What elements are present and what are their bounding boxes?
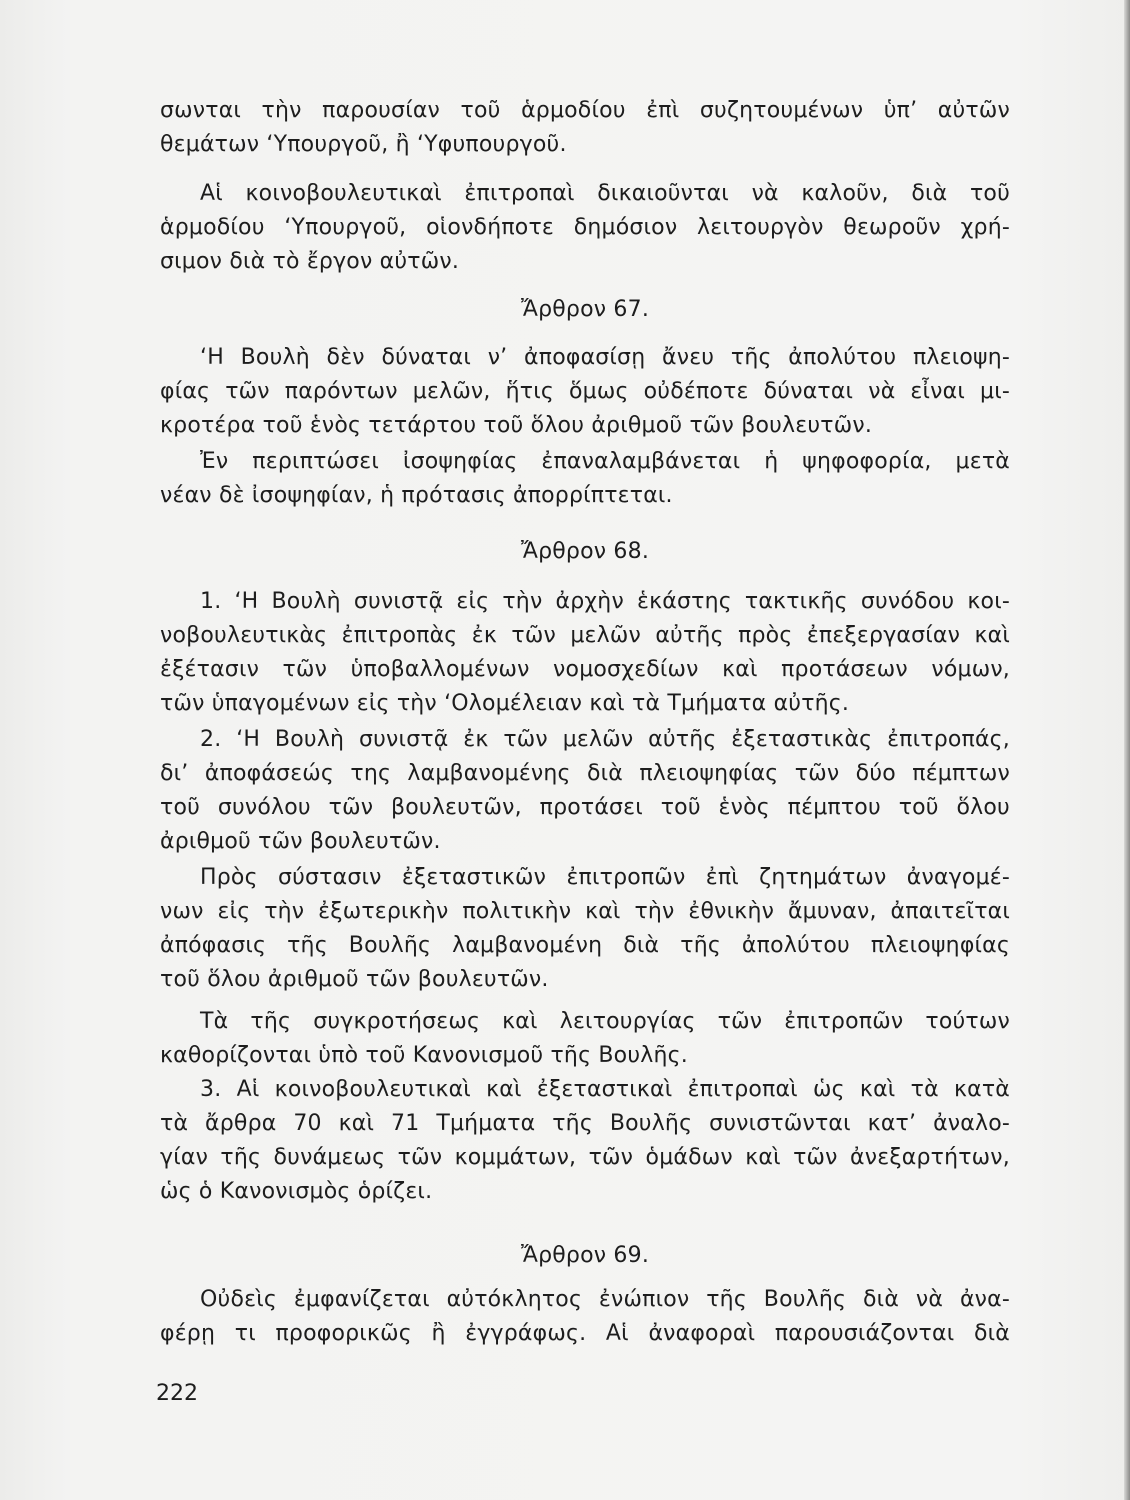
text-line: 3. Αἱ κοινοβουλευτικαὶ καὶ ἐξεταστικαὶ ἐπιτροπαὶ ὡς καὶ τὰ κατὰ [200, 1077, 1010, 1102]
text-line: τοῦ ὅλου ἀριθμοῦ τῶν βουλευτῶν. [160, 967, 549, 992]
text-line: θεμάτων ‘Υπουργοῦ, ἢ ‘Υφυπουργοῦ. [160, 132, 567, 157]
text-line: σιμον διὰ τὸ ἔργον αὐτῶν. [160, 249, 460, 274]
text-line: Ἐν περιπτώσει ἰσοψηφίας ἐπαναλαμβάνεται ἡ ψηφοφορία, μετὰ [200, 449, 1010, 474]
text-line: ἀριθμοῦ τῶν βουλευτῶν. [160, 829, 441, 854]
text-line: καθορίζονται ὑπὸ τοῦ Κανονισμοῦ τῆς Βουλῆς. [160, 1043, 688, 1068]
text-line: τοῦ συνόλου τῶν βουλευτῶν, προτάσει τοῦ ἑνὸς πέμπτου τοῦ ὅλου [160, 795, 1010, 820]
text-line: δι’ ἀποφάσεώς της λαμβανομένης διὰ πλειοψηφίας τῶν δύο πέμπτων [160, 761, 1010, 786]
text-line: σωνται τὴν παρουσίαν τοῦ ἁρμοδίου ἐπὶ συζητουμένων ὑπ’ αὐτῶν [160, 98, 1010, 123]
article-heading: Ἄρθρον 68. [520, 539, 650, 564]
text-line: 1. ‘Η Βουλὴ συνιστᾷ εἰς τὴν ἀρχὴν ἑκάστης τακτικῆς συνόδου κοι- [200, 589, 1010, 614]
text-line: κροτέρα τοῦ ἑνὸς τετάρτου τοῦ ὅλου ἀριθμοῦ τῶν βουλευτῶν. [160, 413, 873, 438]
text-line: Οὐδεὶς ἐμφανίζεται αὐτόκλητος ἐνώπιον τῆς Βουλῆς διὰ νὰ ἀνα- [200, 1287, 1010, 1312]
text-line: νέαν δὲ ἰσοψηφίαν, ἡ πρότασις ἀπορρίπτεται. [160, 483, 673, 508]
text-line: 2. ‘Η Βουλὴ συνιστᾷ ἐκ τῶν μελῶν αὐτῆς ἐξεταστικὰς ἐπιτροπάς, [200, 727, 1010, 752]
text-line: τὰ ἄρθρα 70 καὶ 71 Τμήματα τῆς Βουλῆς συνιστῶνται κατ’ ἀναλο- [160, 1111, 1010, 1136]
page-number: 222 [156, 1381, 198, 1406]
text-line: φέρῃ τι προφορικῶς ἢ ἐγγράφως. Αἱ ἀναφοραὶ παρουσιάζονται διὰ [160, 1321, 1010, 1346]
text-line: ἐξέτασιν τῶν ὑποβαλλομένων νομοσχεδίων καὶ προτάσεων νόμων, [160, 657, 1010, 682]
text-line: τῶν ὑπαγομένων εἰς τὴν ‘Ολομέλειαν καὶ τὰ Τμήματα αὐτῆς. [160, 691, 850, 716]
text-line: ἁρμοδίου ‘Υπουργοῦ, οἱονδήποτε δημόσιον λειτουργὸν θεωροῦν χρή- [160, 215, 1010, 240]
text-line: Αἱ κοινοβουλευτικαὶ ἐπιτροπαὶ δικαιοῦνται νὰ καλοῦν, διὰ τοῦ [200, 181, 1010, 206]
article-heading: Ἄρθρον 67. [520, 297, 650, 322]
text-line: Τὰ τῆς συγκροτήσεως καὶ λειτουργίας τῶν ἐπιτροπῶν τούτων [200, 1009, 1010, 1034]
text-line: φίας τῶν παρόντων μελῶν, ἥτις ὅμως οὐδέποτε δύναται νὰ εἶναι μι- [160, 379, 1010, 404]
page-edge [1124, 0, 1130, 1500]
text-line: ἀπόφασις τῆς Βουλῆς λαμβανομένη διὰ τῆς ἀπολύτου πλειοψηφίας [160, 933, 1010, 958]
text-line: ὡς ὁ Κανονισμὸς ὁρίζει. [160, 1179, 433, 1204]
article-heading: Ἄρθρον 69. [520, 1243, 650, 1268]
text-line: ‘Η Βουλὴ δὲν δύναται ν’ ἀποφασίσῃ ἄνευ τῆς ἀπολύτου πλειοψη- [200, 345, 1010, 370]
text-line: νοβουλευτικὰς ἐπιτροπὰς ἐκ τῶν μελῶν αὐτῆς πρὸς ἐπεξεργασίαν καὶ [160, 623, 1010, 648]
text-line: νων εἰς τὴν ἐξωτερικὴν πολιτικὴν καὶ τὴν ἐθνικὴν ἄμυναν, ἀπαιτεῖται [160, 899, 1010, 924]
text-line: γίαν τῆς δυνάμεως τῶν κομμάτων, τῶν ὁμάδων καὶ τῶν ἀνεξαρτήτων, [160, 1145, 1010, 1170]
text-line: Πρὸς σύστασιν ἐξεταστικῶν ἐπιτροπῶν ἐπὶ ζητημάτων ἀναγομέ- [200, 865, 1010, 890]
